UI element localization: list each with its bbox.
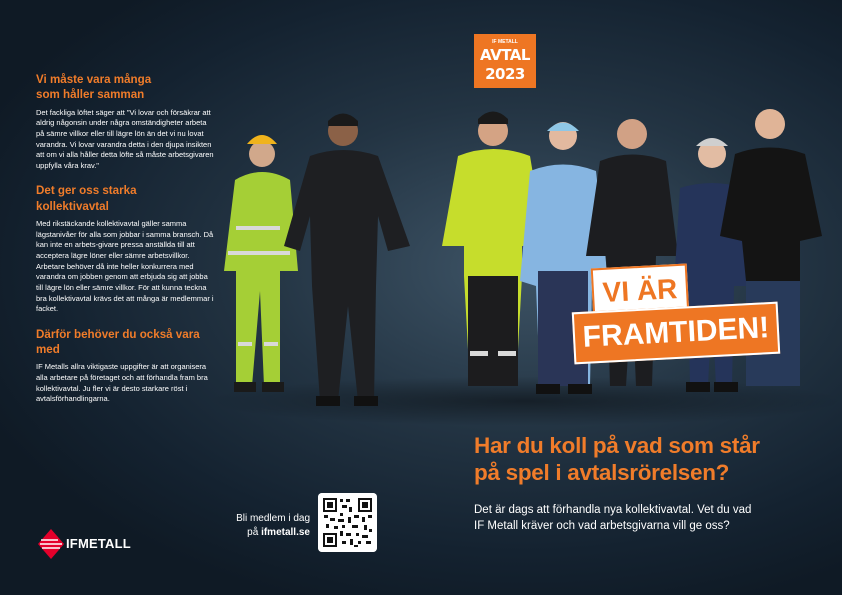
worker-black-uniform — [284, 114, 410, 407]
heading-line: kollektivavtal — [36, 199, 109, 213]
ifmetall-logo-text: IFMETALL — [66, 536, 131, 551]
join-line: Bli medlem i dag — [236, 513, 310, 524]
section-heading — [36, 72, 214, 103]
workers-group-photo — [200, 96, 842, 426]
sub-text — [474, 502, 794, 535]
join-callout — [220, 512, 310, 540]
section-many — [36, 72, 214, 171]
headline-line: Har du koll på vad som står — [474, 433, 760, 458]
ifmetall-logo-icon — [36, 528, 66, 560]
join-link-line[interactable] — [220, 526, 310, 540]
website-link[interactable]: ifmetall.se — [261, 527, 310, 538]
heading-line: Vi måste vara många — [36, 73, 152, 86]
vi-ar-sticker: VI ÄR — [591, 264, 689, 319]
badge-line1: AVTAL — [480, 46, 530, 64]
heading-line: Det ger oss starka — [36, 184, 137, 198]
section-agreements — [36, 183, 214, 314]
main-headline — [474, 432, 794, 486]
avtal-2023-badge — [474, 34, 536, 88]
framtiden-sticker: FRAMTIDEN! — [572, 302, 780, 365]
badge-top: IF METALL — [492, 39, 518, 45]
worker-hivis-helmet — [224, 135, 298, 392]
sub-line: Det är dags att förhandla nya kollektivavtal. Vet du vad — [474, 504, 752, 516]
sub-line: IF Metall kräver och vad arbetsgivarna vill ge oss? — [474, 520, 730, 533]
heading-line: som håller samman — [36, 88, 145, 102]
section-join — [36, 327, 214, 405]
section-body: Det fackliga löftet säger att "Vi lovar och försäkrar att aldrig någonsin under några omständigheter arbeta på sämre villkor eller till lägre lön än det vi nu lovat varandra. Vi lovar varandra detta i den djupa insikten att om vi alla håller detta löfte så måste arbetsgivaren uppfylla våra krav." — [36, 107, 214, 170]
join-prefix: på — [247, 527, 262, 538]
headline-line: på spel i avtalsrörelsen? — [474, 460, 730, 485]
section-heading — [36, 183, 214, 214]
left-text-column — [36, 72, 214, 417]
section-heading: Därför behöver du också vara med — [36, 327, 200, 357]
section-body: IF Metalls allra viktigaste uppgifter är att organisera alla arbetare på företaget och att förhandla fram bra kollektivavtal. Ju fler vi är desto starkare röst i avtalsförhandlingarna. — [36, 362, 208, 404]
badge-line2: 2023 — [485, 64, 525, 83]
qr-code[interactable] — [318, 493, 377, 552]
section-body: Med rikstäckande kollektivavtal gäller samma lägstanivåer för alla som jobbar i samma bransch. Då kan inte en arbets-givare pressa anställda till att acceptera lägre löner eller sämre arbetsvillkor. Arbetare behöver då inte heller konkurrera med varandra om jobben genom att erbjuda sig att jobba till lägre lön eller sämre villkor. För att kunna teckna bra kollektivavtal krävs det att många är medlemmar i facket. — [36, 219, 214, 314]
